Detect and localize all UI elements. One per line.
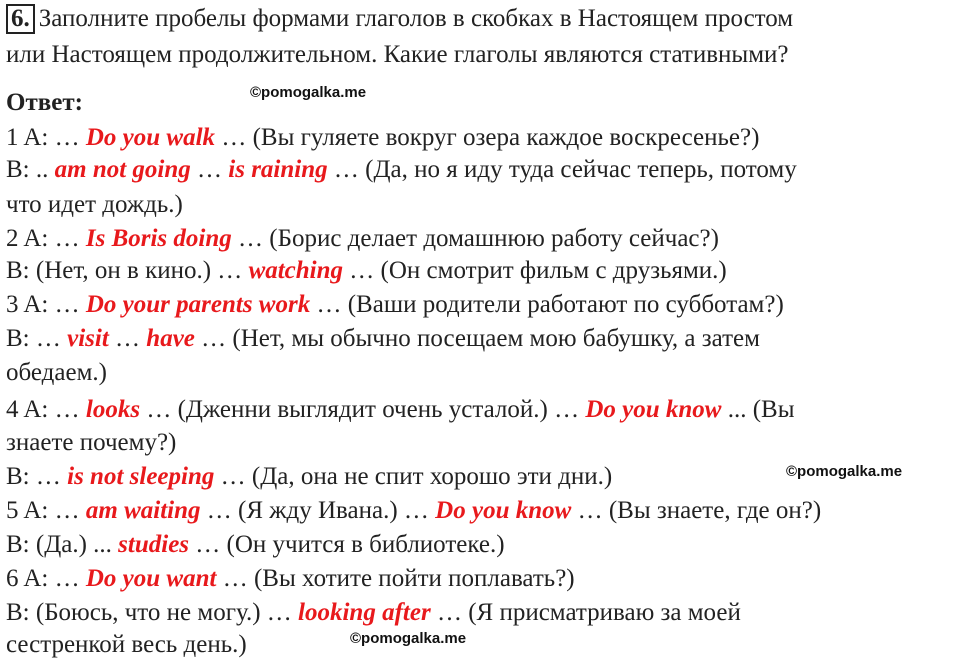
answer-text: 4 A: … <box>6 396 86 423</box>
answer-text: B: (Боюсь, что не могу.) … <box>6 599 299 626</box>
task-line-2 <box>6 40 788 70</box>
answer-line <box>6 462 612 492</box>
answer-text: B: (Нет, он в кино.) … <box>6 257 249 284</box>
answer-verb: Do you know <box>585 396 722 423</box>
answer-verb: am not going <box>54 156 191 183</box>
answer-verb: have <box>146 325 195 352</box>
answer-text: … (Вы гуляете вокруг озера каждое воскресенье?) <box>215 124 760 151</box>
answer-verb: Do you walk <box>85 124 216 151</box>
answer-verb: is not sleeping <box>67 463 215 490</box>
answer-text: … (Дженни выглядит очень усталой.) … <box>140 396 586 423</box>
answer-line <box>6 630 247 660</box>
answer-line <box>6 256 727 286</box>
answer-verb: is raining <box>228 156 328 183</box>
answer-text: … (Вы знаете, где он?) <box>571 497 822 524</box>
watermark-2: ©pomogalka.me <box>786 463 903 480</box>
answer-line <box>6 155 797 185</box>
answer-line <box>6 395 795 425</box>
answer-line <box>6 564 575 594</box>
answer-verb: Do you know <box>435 497 572 524</box>
answer-verb: looking after <box>298 599 431 626</box>
answer-text: B: (Да.) ... <box>6 531 119 558</box>
answer-verb: Do your parents work <box>85 291 311 318</box>
answer-line <box>6 190 183 220</box>
answer-line <box>6 496 821 526</box>
answer-title: Ответ: <box>6 89 83 116</box>
answer-verb: am waiting <box>85 497 201 524</box>
answer-text: что идет дождь.) <box>6 191 183 218</box>
answer-text: 6 A: … <box>6 565 86 592</box>
answer-line <box>6 358 107 388</box>
answer-text: 1 A: … <box>6 124 86 151</box>
answer-verb: Is Boris doing <box>85 225 232 252</box>
watermark-1: ©pomogalka.me <box>250 84 367 101</box>
answer-text: сестренкой весь день.) <box>6 631 247 658</box>
answer-line <box>6 224 719 254</box>
answer-verb: visit <box>67 325 109 352</box>
answer-line <box>6 324 760 354</box>
answer-text: … (Он учится в библиотеке.) <box>189 531 505 558</box>
answer-text: … <box>190 156 229 183</box>
task-text-1: Заполните пробелы формами глаголов в скобках в Настоящем простом <box>38 5 794 32</box>
answer-text: … (Борис делает домашнюю работу сейчас?) <box>231 225 719 252</box>
answer-verb: studies <box>118 531 190 558</box>
answer-line <box>6 598 741 628</box>
answer-text: … (Ваши родители работают по субботам?) <box>310 291 784 318</box>
answer-line <box>6 123 759 153</box>
answer-verb: looks <box>85 396 141 423</box>
answer-text: 5 A: … <box>6 497 86 524</box>
answer-verb: watching <box>248 257 344 284</box>
answer-text: обедаем.) <box>6 359 107 386</box>
task-text-2: или Настоящем продолжительном. Какие глаголы являются стативными? <box>6 41 789 68</box>
answer-text: B: … <box>6 325 68 352</box>
answer-text: … (Да, она не спит хорошо эти дни.) <box>214 463 613 490</box>
answer-text: … (Я жду Ивана.) … <box>200 497 436 524</box>
task-number: 6. <box>6 4 35 34</box>
answer-text: … (Я присматриваю за моей <box>430 599 741 626</box>
answer-text: … (Нет, мы обычно посещаем мою бабушку, а затем <box>194 325 760 352</box>
answer-text: … (Он смотрит фильм с друзьями.) <box>343 257 727 284</box>
answer-text: B: .. <box>6 156 55 183</box>
answer-text: … (Вы хотите пойти поплавать?) <box>216 565 575 592</box>
answer-line <box>6 428 176 458</box>
answer-text: 3 A: … <box>6 291 86 318</box>
answer-line <box>6 530 505 560</box>
watermark-3: ©pomogalka.me <box>350 630 467 647</box>
answer-text: … <box>108 325 147 352</box>
answer-text: … (Да, но я иду туда сейчас теперь, потому <box>327 156 797 183</box>
answer-text: ... (Вы <box>721 396 795 423</box>
answer-text: B: … <box>6 463 68 490</box>
task-line-1 <box>6 4 793 34</box>
answer-text: знаете почему?) <box>6 429 177 456</box>
answer-verb: Do you want <box>85 565 217 592</box>
answer-text: 2 A: … <box>6 225 86 252</box>
answer-line <box>6 290 784 320</box>
